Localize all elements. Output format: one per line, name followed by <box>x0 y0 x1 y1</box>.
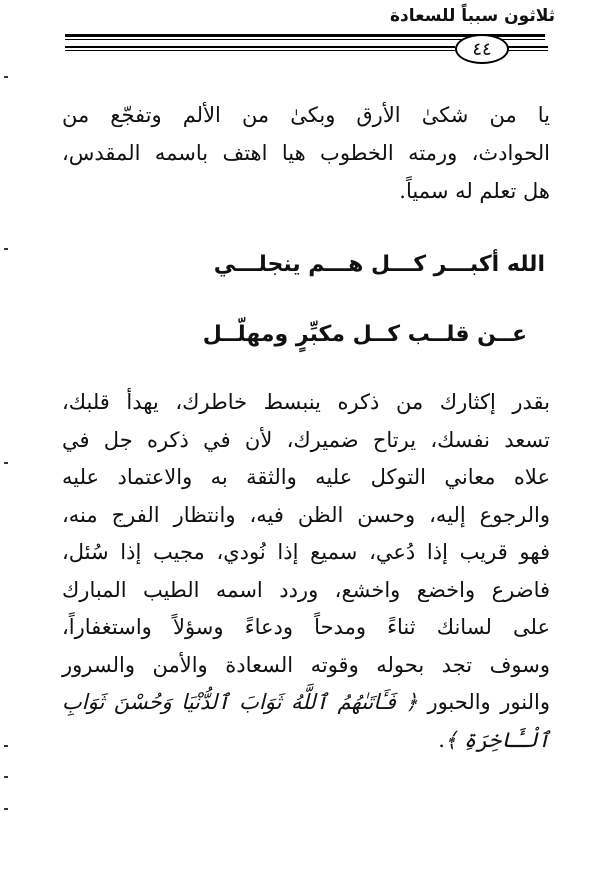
text-line: بقدر إكثارك من ذكره ينبسط خاطرك، يهدأ قلبك، <box>62 390 551 414</box>
page-rule-right-thin <box>506 50 548 51</box>
text-line: وسوف تجد بحوله وقوته السعادة والأمن والسرور <box>62 652 550 677</box>
margin-mark <box>4 808 8 810</box>
verse-line-2: عــن قلــب كــل مكبِّرٍ ومهلّــل <box>202 322 527 347</box>
end-period: . <box>438 727 445 752</box>
page-rule-left-thin <box>65 50 455 51</box>
text-line: والرجوع إليه، وحسن الظن فيه، وانتظار الفرج منه، <box>62 502 550 527</box>
text-line: فاضرع واخضع واخشع، وردد اسمه الطيب المبارك <box>62 577 550 602</box>
margin-mark <box>4 745 8 747</box>
text-line <box>62 722 550 760</box>
text-line: فهو قريب إذا دُعي، سميع إذا نُودي، مجيب إذا سُئل، <box>62 540 550 564</box>
text-line-with-quran <box>62 684 550 722</box>
text-fragment: والنور والحبور <box>427 690 550 714</box>
page-rule-right <box>506 46 548 48</box>
margin-mark <box>4 462 8 464</box>
intro-paragraph <box>62 96 550 210</box>
verse-line-1: الله أكبـــر كـــل هـــم ينجلـــي <box>213 252 545 277</box>
page-number: ٤٤ <box>455 34 509 64</box>
text-line: على لسانك ثناءً ومدحاً ودعاءً وسؤلاً واستغفاراً، <box>62 615 550 639</box>
text-line: الحوادث، ورمته الخطوب هيا اهتف باسمه المقدس، <box>62 141 550 165</box>
book-title: ثلاثون سبباً للسعادة <box>389 6 555 26</box>
text-line: هل تعلم له سمياً. <box>399 179 550 203</box>
text-line: يا من شكىٰ الأرق وبكىٰ من الألم وتفجّع من <box>62 103 550 127</box>
quran-verse-end: ٱلْـَٔاخِرَةِ ﴾ <box>444 727 550 752</box>
text-line: علاه معاني التوكل عليه والثقة به والاعتماد عليه <box>62 465 550 489</box>
main-paragraph <box>62 384 550 759</box>
margin-mark <box>4 248 8 250</box>
page-rule-left <box>65 46 455 48</box>
margin-mark <box>4 76 8 78</box>
margin-mark <box>4 776 8 778</box>
quran-verse: ﴿ فَـَٔاتَىٰهُمُ ٱللَّهُ ثَوَابَ ٱلدُّنْيَا وَحُسْنَ ثَوَابِ <box>62 690 418 714</box>
text-line: تسعد نفسك، يرتاح ضميرك، لأن في ذكره جل في <box>62 427 550 452</box>
